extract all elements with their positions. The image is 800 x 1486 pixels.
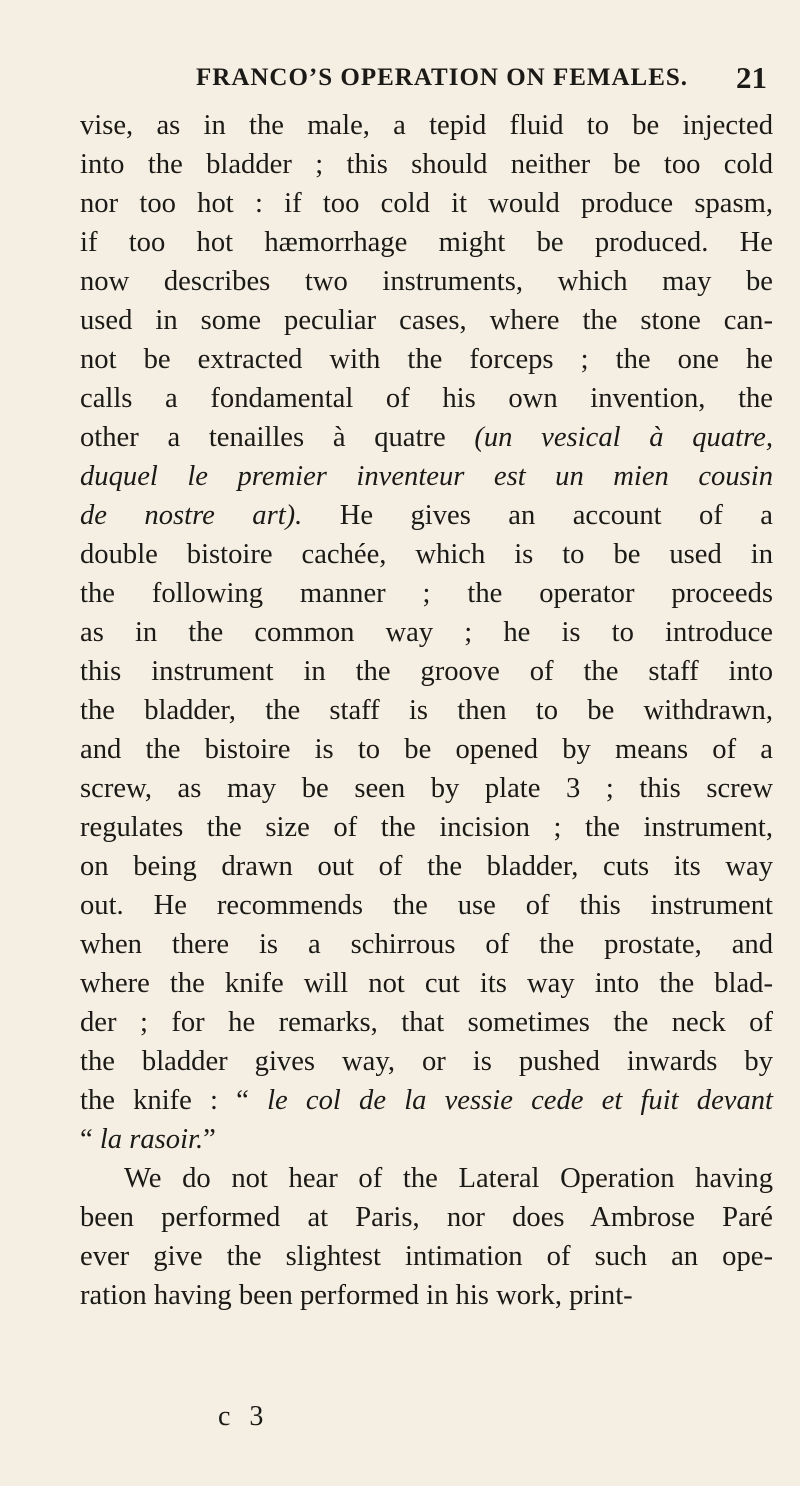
text-run: calls a fondamental of his own invention, the xyxy=(80,383,773,414)
text-line xyxy=(80,808,773,847)
text-run: out. He recommends the use of this instrument xyxy=(80,890,773,921)
text-line xyxy=(80,1159,773,1198)
text-line xyxy=(80,769,773,808)
text-line xyxy=(80,184,773,223)
text-run: into the bladder ; this should neither be too cold xyxy=(80,149,773,180)
text-run: the bladder gives way, or is pushed inwards by xyxy=(80,1046,773,1077)
text-run: “ xyxy=(80,1124,100,1155)
text-line xyxy=(80,1237,773,1276)
text-run: the bladder, the staff is then to be withdrawn, xyxy=(80,695,773,726)
text-line xyxy=(80,1276,773,1315)
text-run: der ; for he remarks, that sometimes the neck of xyxy=(80,1007,773,1038)
text-line xyxy=(80,691,773,730)
text-run: and the bistoire is to be opened by means of a xyxy=(80,734,773,765)
text-run: regulates the size of the incision ; the instrument, xyxy=(80,812,773,843)
text-run: now describes two instruments, which may be xyxy=(80,266,773,297)
text-line xyxy=(80,301,773,340)
text-run: as in the common way ; he is to introduce xyxy=(80,617,773,648)
text-line xyxy=(80,1198,773,1237)
text-line xyxy=(80,496,773,535)
text-run: the following manner ; the operator proceeds xyxy=(80,578,773,609)
signature-mark: c 3 xyxy=(218,1401,270,1432)
text-line xyxy=(80,1042,773,1081)
text-line xyxy=(80,730,773,769)
italic-text: (un vesical à quatre, xyxy=(474,422,773,453)
text-run: used in some peculiar cases, where the stone can- xyxy=(80,305,773,336)
text-run: other a tenailles à quatre xyxy=(80,422,475,453)
text-line xyxy=(80,925,773,964)
text-run: vise, as in the male, a tepid fluid to be injected xyxy=(80,110,773,141)
text-line xyxy=(80,886,773,925)
text-run: not be extracted with the forceps ; the one he xyxy=(80,344,773,375)
italic-text: le col de la vessie cede et fuit devant xyxy=(267,1085,773,1116)
text-run: been performed at Paris, nor does Ambrose Paré xyxy=(80,1202,773,1233)
text-line xyxy=(80,1120,773,1159)
text-run: nor too hot : if too cold it would produce spasm, xyxy=(80,188,773,219)
text-line xyxy=(80,613,773,652)
text-run: ration having been performed in his work, print- xyxy=(80,1280,633,1311)
body-text xyxy=(80,106,773,1315)
text-run: this instrument in the groove of the staff into xyxy=(80,656,773,687)
text-line xyxy=(80,379,773,418)
page-number: 21 xyxy=(736,60,767,95)
italic-text: la rasoir. xyxy=(99,1124,204,1155)
text-run: ” xyxy=(203,1124,216,1155)
text-line xyxy=(80,145,773,184)
text-line xyxy=(80,262,773,301)
text-line xyxy=(80,1003,773,1042)
running-head: FRANCO’S OPERATION ON FEMALES. xyxy=(196,64,689,91)
italic-text: de nostre art). xyxy=(80,500,303,531)
text-line xyxy=(80,106,773,145)
text-line xyxy=(80,223,773,262)
text-run: the knife : “ xyxy=(80,1085,268,1116)
text-run: screw, as may be seen by plate 3 ; this screw xyxy=(80,773,773,804)
text-run: on being drawn out of the bladder, cuts its way xyxy=(80,851,773,882)
text-line xyxy=(80,1081,773,1120)
text-run: ever give the slightest intimation of such an ope- xyxy=(80,1241,773,1272)
text-run: double bistoire cachée, which is to be used in xyxy=(80,539,773,570)
text-run: He gives an account of a xyxy=(302,500,773,531)
text-line xyxy=(80,340,773,379)
text-run: if too hot hæmorrhage might be produced. He xyxy=(80,227,773,258)
text-line xyxy=(80,457,773,496)
text-run: where the knife will not cut its way into the blad- xyxy=(80,968,773,999)
text-line xyxy=(80,652,773,691)
text-run: when there is a schirrous of the prostate, and xyxy=(80,929,773,960)
text-run: We do not hear of the Lateral Operation having xyxy=(124,1163,773,1194)
text-line xyxy=(80,574,773,613)
text-line xyxy=(80,964,773,1003)
text-line xyxy=(80,418,773,457)
text-line xyxy=(80,535,773,574)
text-line xyxy=(80,847,773,886)
italic-text: duquel le premier inventeur est un mien cousin xyxy=(80,461,773,492)
